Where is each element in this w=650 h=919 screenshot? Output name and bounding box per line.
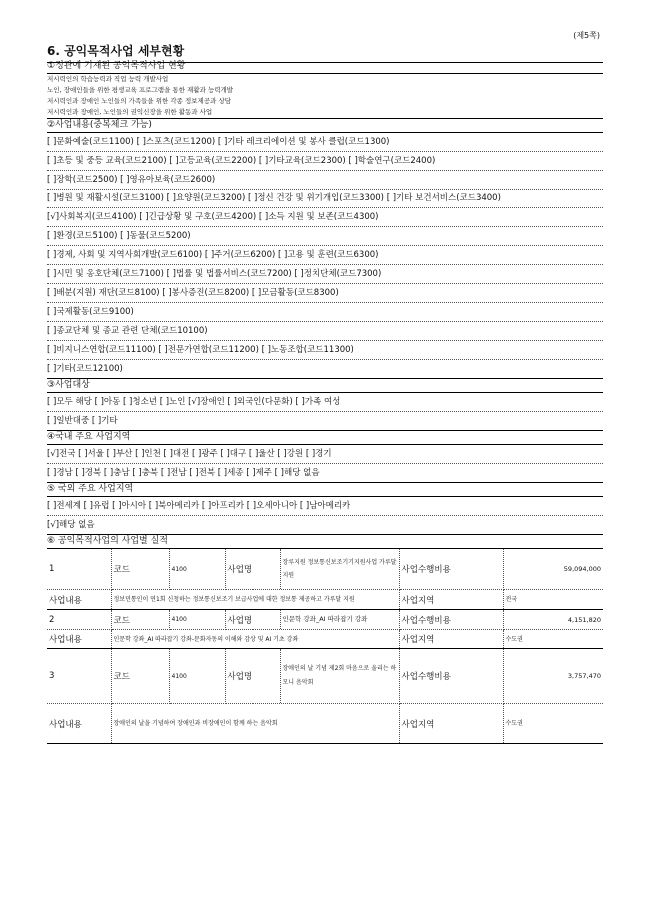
project-region: 수도권 <box>503 704 603 744</box>
project-table <box>47 549 603 744</box>
project-no: 2 <box>47 610 111 630</box>
s6-title: ⑥ 공익목적사업의 사업별 실적 <box>47 535 603 549</box>
table-row <box>47 649 603 704</box>
name-label: 사업명 <box>227 615 253 626</box>
content-label: 사업내용 <box>47 704 111 744</box>
project-code: 4100 <box>169 610 225 630</box>
s2-row: [ ]경제, 사회 및 지역사회개발(코드6100) [ ]주거(코드6200) [ ]고용 및 훈련(코드6300) <box>47 246 603 265</box>
s5-row: [ ]전세계 [ ]유럽 [ ]아시아 [ ]북아메리카 [ ]아프리카 [ ]오세아니아 [ ]남아메리카 <box>47 497 603 516</box>
s2-row: [ ]시민 및 옹호단체(코드7100) [ ]법률 및 법률서비스(코드7200) [ ]정치단체(코드7300) <box>47 265 603 284</box>
s5-row: [√]해당 없음 <box>47 516 603 535</box>
s2-row: [ ]문화예술(코드1100) [ ]스포츠(코드1200) [ ]기타 레크리에이션 및 봉사 클럽(코드1300) <box>47 133 603 152</box>
s1-item: 저시력인의 학습능력과 직업 능력 개발사업 <box>47 75 169 83</box>
table-row <box>47 590 603 610</box>
page-number: (제5쪽) <box>573 31 600 40</box>
code-label: 코드 <box>111 649 169 704</box>
s3-row: [ ]모두 해당 [ ]아동 [ ]청소년 [ ]노인 [√]장애인 [ ]외국인(다문화) [ ]가족 여성 <box>47 393 603 412</box>
region-label: 사업지역 <box>399 590 503 610</box>
content-label: 사업내용 <box>47 590 111 610</box>
project-name: 장애인의 날 기념 제2회 마음으로 울리는 하모니 음악회 <box>280 649 399 703</box>
project-region: 전국 <box>503 590 603 610</box>
region-label: 사업지역 <box>399 630 503 649</box>
s1-item: 노인, 장애인들을 위한 평생교육 프로그램을 통한 재활과 능력개발 <box>47 86 234 94</box>
project-no: 3 <box>47 649 111 704</box>
project-name: 인문학 강좌_AI 따라잡기 강좌 <box>280 610 368 629</box>
s1-item: 저시력인과 장애인 노인들의 가족들을 위한 각종 정보제공과 상담 <box>47 97 231 105</box>
s1-title: ①정관에 기재된 공익목적사업 현황 <box>47 60 603 74</box>
project-cost: 4,151,820 <box>503 610 603 630</box>
region-label: 사업지역 <box>399 704 503 744</box>
code-label: 코드 <box>111 549 169 590</box>
project-region: 수도권 <box>503 630 603 649</box>
project-cost: 3,757,470 <box>503 649 603 704</box>
s2-row: [ ]초등 및 중등 교육(코드2100) [ ]고등교육(코드2200) [ ]기타교육(코드2300) [ ]학술연구(코드2400) <box>47 152 603 171</box>
cost-label: 사업수행비용 <box>399 610 503 630</box>
s4-title: ④국내 주요 사업지역 <box>47 431 603 445</box>
content-label: 사업내용 <box>47 630 111 649</box>
table-row <box>47 549 603 590</box>
form-body <box>47 60 603 744</box>
name-cell <box>225 549 399 590</box>
s2-row: [√]사회복지(코드4100) [ ]긴급상황 및 구호(코드4200) [ ]소득 지원 및 보존(코드4300) <box>47 208 603 227</box>
s5-title: ⑤ 국외 주요 사업지역 <box>47 483 603 497</box>
table-row <box>47 630 603 649</box>
name-cell <box>225 610 399 630</box>
name-label: 사업명 <box>227 565 253 575</box>
project-code: 4100 <box>169 649 225 704</box>
s2-row: [ ]배분(지원) 재단(코드8100) [ ]봉사증진(코드8200) [ ]모금활동(코드8300) <box>47 284 603 303</box>
s3-row: [ ]일반대중 [ ]기타 <box>47 412 603 431</box>
section-title: 6. 공익목적사업 세부현황 <box>47 42 603 63</box>
project-cost: 59,094,000 <box>503 549 603 590</box>
project-name: 장루지원 정보통신보조기기지원사업 가루달 지원 <box>280 549 399 589</box>
s3-title: ③사업대상 <box>47 379 603 393</box>
s4-row: [ ]경남 [ ]경북 [ ]충남 [ ]충북 [ ]전남 [ ]전북 [ ]세종 [ ]제주 [ ]해당 없음 <box>47 464 603 483</box>
s2-row: [ ]종교단체 및 종교 관련 단체(코드10100) <box>47 322 603 341</box>
s2-row: [ ]기타(코드12100) <box>47 360 603 379</box>
project-content: 장애인의 날을 기념하여 장애인과 비장애인이 함께 하는 음악회 <box>111 704 399 744</box>
table-row <box>47 704 603 744</box>
s2-row: [ ]환경(코드5100) [ ]동물(코드5200) <box>47 227 603 246</box>
project-content: 인문학 강좌_AI 따라잡기 강좌-문화자동의 이해와 감상 및 AI 기초 강좌 <box>111 630 399 649</box>
s2-title: ②사업내용(중복체크 가능) <box>47 119 603 133</box>
code-label: 코드 <box>111 610 169 630</box>
project-no: 1 <box>47 549 111 590</box>
project-code: 4100 <box>169 549 225 590</box>
s2-row: [ ]장학(코드2500) [ ]영유아보육(코드2600) <box>47 171 603 190</box>
project-content: 정보민통인이 연1회 신청하는 정보통신보조기 보급사업에 대한 정보통 제공하고 가루달 지원 <box>111 590 399 610</box>
s4-row: [√]전국 [ ]서울 [ ]부산 [ ]인천 [ ]대전 [ ]광주 [ ]대구 [ ]울산 [ ]강원 [ ]경기 <box>47 445 603 464</box>
s1-item: 저시력인과 장애인, 노인들의 권익신장을 위한 활동과 사업 <box>47 107 603 119</box>
table-row <box>47 610 603 630</box>
cost-label: 사업수행비용 <box>399 549 503 590</box>
s2-row: [ ]비지니스연합(코드11100) [ ]전문가연합(코드11200) [ ]노동조합(코드11300) <box>47 341 603 360</box>
name-cell <box>225 649 399 704</box>
name-label: 사업명 <box>227 672 253 682</box>
cost-label: 사업수행비용 <box>399 649 503 704</box>
s2-row: [ ]병원 및 재활시설(코드3100) [ ]요양원(코드3200) [ ]정신 건강 및 위기개입(코드3300) [ ]기타 보건서비스(코드3400) <box>47 190 603 208</box>
s2-row: [ ]국제활동(코드9100) <box>47 303 603 322</box>
